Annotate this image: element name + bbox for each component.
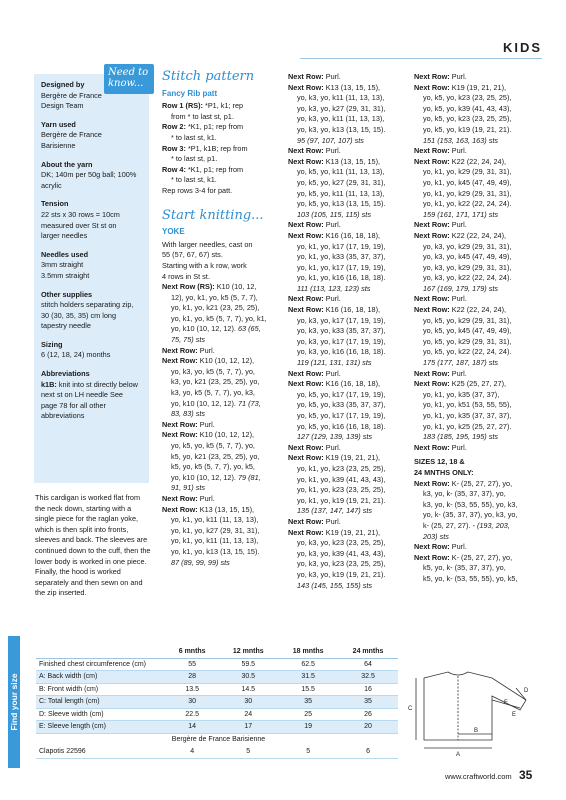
section-title: KIDS — [502, 40, 542, 55]
c2-l36-label: Next Row: — [288, 442, 324, 452]
nr1-f: 63 (65, — [237, 324, 261, 334]
c2-l43-label: Next Row: — [288, 516, 324, 526]
size-table-header — [36, 646, 398, 658]
c2-l1: Purl. — [323, 72, 341, 81]
c3-l28: 175 (177, 187, 187) sts — [423, 358, 499, 368]
row2-text-b: * to last st, k1. — [171, 132, 217, 142]
c2-l37-label: Next Row: — [288, 453, 324, 463]
c3-l2: K19 (19, 21, 21), — [449, 82, 507, 92]
c2-l2-label: Next Row: — [288, 82, 324, 92]
yoke-line-3: Starting with a k row, work — [162, 260, 247, 270]
row1-text: *P1, k1; rep — [202, 101, 244, 111]
c3-l33: yo, k1, yo, k35 (37, 37, 37), — [423, 411, 512, 420]
purl2-text: Purl. — [197, 419, 215, 429]
c2-l11: yo, k5, yo, k27 (29, 31, 31), — [297, 177, 386, 187]
designer-heading: Designed by — [41, 80, 85, 89]
purl1-text: Purl. — [197, 345, 215, 355]
find-your-size-tab — [8, 636, 20, 768]
c2-l7: 95 (97, 107, 107) sts — [297, 135, 364, 145]
c2-l37: K19 (19, 21, 21), — [323, 453, 381, 463]
c2-l22: Purl. — [323, 294, 341, 304]
garment-schematic — [400, 660, 535, 760]
nr3-b: yo, k5, yo, k5 (5, 7, 7), yo, — [171, 441, 255, 450]
c3-l20: yo, k3, yo, k22 (22, 24, 24). — [423, 273, 512, 283]
cell: 22.5 — [166, 708, 218, 721]
c3-l46: k5, yo, k- (53, 55, 55), yo, k5, — [423, 573, 518, 583]
c3-l35: 183 (185, 195, 195) sts — [423, 432, 499, 442]
c2-l27: yo, k3, yo, k16 (16, 18, 18). — [297, 347, 386, 357]
fancy-rib-heading: Fancy Rib patt — [162, 88, 218, 98]
nr3-d: k5, yo, k5 (5, 7, 7), yo, k5, — [171, 462, 255, 472]
c3-l13: yo, k1, yo, k22 (22, 24, 24). — [423, 199, 512, 209]
nr2-b: yo, k3, yo, k5 (5, 7, 7), yo, — [171, 366, 255, 376]
c2-l43: Purl. — [323, 516, 341, 526]
table-row — [36, 658, 398, 671]
size-header-24m: 24 mnths — [338, 646, 398, 658]
nr2-d: k3, yo, k5 (5, 7, 7), yo, k3, — [171, 388, 255, 398]
cell: 4 — [166, 746, 218, 759]
nr2-f: 71 (73, — [237, 398, 261, 408]
c2-l40: yo, k1, yo, k23 (23, 25, 25), — [297, 485, 386, 495]
c3-l8-label: Next Row: — [414, 146, 450, 156]
cell: 6 — [338, 746, 398, 759]
column-yoke-continued — [288, 72, 410, 591]
c3-l43: Purl. — [449, 542, 467, 552]
abbr-term: k1B: — [41, 379, 57, 389]
table-row — [36, 683, 398, 696]
cell: 19 — [278, 721, 338, 734]
c3-l44: K- (25, 27, 27), yo, — [449, 552, 513, 562]
row-label: A: Back width (cm) — [36, 671, 166, 684]
nr1-d: yo, k1, yo, k5 (5, 7, 7), yo, k1, — [171, 313, 267, 323]
cell: 35 — [278, 696, 338, 709]
c3-l15: Purl. — [449, 220, 467, 230]
c3-l24: yo, k5, yo, k29 (29, 31, 31), — [423, 315, 512, 325]
label-b: B — [474, 728, 479, 734]
row1-text-b: from * to last st, p1. — [171, 111, 234, 121]
c3-l4: yo, k5, yo, k39 (41, 43, 43), — [423, 103, 512, 113]
c2-l36: Purl. — [323, 442, 341, 452]
c2-l41: yo, k1, yo, k19 (19, 21, 21). — [297, 495, 386, 505]
cell: 30 — [218, 696, 278, 709]
nr1-e: yo, k10 (10, 12, 12). — [171, 324, 238, 334]
c2-l9-label: Next Row: — [288, 156, 324, 166]
row3-text-b: * to last st, p1. — [171, 154, 218, 164]
find-your-size-label: Find your size — [9, 673, 19, 731]
c3-l12: yo, k1, yo, k29 (29, 31, 31), — [423, 188, 512, 198]
c3-l11: yo, k1, yo, k45 (47, 49, 49), — [423, 177, 512, 187]
c3-l9-label: Next Row: — [414, 156, 450, 166]
row3-label: Row 3: — [162, 143, 186, 153]
c3-l16: K22 (22, 24, 24), — [449, 230, 507, 240]
sizing-value: 6 (12, 18, 24) months — [41, 350, 111, 360]
nr4-f: 87 (89, 99, 99) sts — [171, 557, 230, 567]
c3-l1: Purl. — [449, 72, 467, 81]
nr4-e: yo, k1, yo, k13 (13, 15, 15). — [171, 546, 260, 556]
cell: 14 — [166, 721, 218, 734]
need-to-know-tab: Need to know... — [104, 64, 154, 94]
yoke-line-2: 55 (57, 67, 67) sts. — [162, 250, 223, 260]
cell: 64 — [338, 658, 398, 671]
yoke-heading: YOKE — [162, 227, 185, 237]
c3-l37-label: Next Row: — [414, 478, 450, 488]
c3-l16-label: Next Row: — [414, 230, 450, 240]
cell: 30.5 — [218, 671, 278, 684]
label-f: F — [504, 700, 508, 706]
nr4-a: K13 (13, 15, 15), — [197, 504, 255, 514]
c3-l3: yo, k5, yo, k23 (23, 25, 25), — [423, 93, 512, 103]
row2-text: *K1, p1; rep from — [185, 122, 244, 132]
nr4-d: yo, k1, yo, k11 (11, 13, 13), — [171, 536, 259, 546]
label-a: A — [456, 752, 461, 758]
cell: 30 — [166, 696, 218, 709]
nr1-g: 75, 75) sts — [171, 335, 206, 345]
c2-l15: Purl. — [323, 220, 341, 230]
c2-l45: yo, k3, yo, k23 (23, 25, 25), — [297, 538, 386, 548]
c2-l32: yo, k5, yo, k33 (35, 37, 37), — [297, 400, 386, 410]
c2-l8: Purl. — [323, 146, 341, 156]
c2-l20: yo, k1, yo, k16 (16, 18, 18). — [297, 273, 386, 283]
page-number: 35 — [519, 768, 533, 782]
c3-l22: Purl. — [449, 294, 467, 304]
cell: 14.5 — [218, 683, 278, 696]
sizes-heading-2: 24 MNTHS ONLY: — [414, 467, 474, 477]
repeat-note: Rep rows 3-4 for patt. — [162, 185, 233, 195]
need-to-know-sidebar — [34, 74, 149, 483]
cell: 13.5 — [166, 683, 218, 696]
c3-l26: yo, k5, yo, k29 (29, 31, 31), — [423, 336, 512, 346]
nr3-e: yo, k10 (10, 12, 12). — [171, 472, 238, 482]
c2-l10: yo, k5, yo, k11 (11, 13, 13), — [297, 167, 385, 177]
purl2-label: Next Row: — [162, 419, 198, 429]
row-label: D: Sleeve width (cm) — [36, 708, 166, 721]
c2-l14: 103 (105, 115, 115) sts — [297, 209, 371, 219]
c3-l42: 203) sts — [423, 531, 449, 541]
cell: 17 — [218, 721, 278, 734]
row1-label: Row 1 (RS): — [162, 101, 203, 111]
c3-l36-label: Next Row: — [414, 442, 450, 452]
purl1-label: Next Row: — [162, 345, 198, 355]
c2-l4: yo, k3, yo, k27 (29, 31, 31), — [297, 103, 386, 113]
c3-l9: K22 (22, 24, 24), — [449, 156, 507, 166]
c2-l22-label: Next Row: — [288, 294, 324, 304]
c3-l8: Purl. — [449, 146, 467, 156]
cell: 24 — [218, 708, 278, 721]
column-yoke-end — [414, 72, 544, 585]
yoke-line-4: 4 rows in St st. — [162, 271, 210, 281]
c2-l18: yo, k1, yo, k33 (35, 37, 37), — [297, 252, 386, 262]
cell: 32.5 — [338, 671, 398, 684]
c2-l30-label: Next Row: — [288, 379, 324, 389]
nr3-g: 91, 91) sts — [171, 483, 206, 493]
c3-l23: K22 (22, 24, 24), — [449, 305, 507, 315]
nr2-e: yo, k10 (10, 12, 12). — [171, 398, 238, 408]
nr3-c: k5, yo, k21 (23, 25, 25), yo, — [171, 451, 260, 461]
nr4-c: yo, k1, yo, k27 (29, 31, 31), — [171, 525, 260, 535]
c2-l24: yo, k3, yo, k17 (17, 19, 19), — [297, 315, 386, 325]
start-knitting-heading: Start knitting... — [162, 207, 264, 223]
nr4-label: Next Row: — [162, 504, 198, 514]
c3-l30-label: Next Row: — [414, 379, 450, 389]
cell: 28 — [166, 671, 218, 684]
c2-l29-label: Next Row: — [288, 368, 324, 378]
row-label: B: Front width (cm) — [36, 683, 166, 696]
c2-l25: yo, k3, yo, k33 (35, 37, 37), — [297, 326, 386, 336]
stitch-pattern-heading: Stitch pattern — [162, 69, 255, 84]
abbreviations-heading: Abbreviations — [41, 369, 90, 379]
purl3-text: Purl. — [197, 493, 215, 503]
tension-value: 22 sts x 30 rows = 10cm measured over St st on larger needles — [41, 209, 120, 241]
c3-l29: Purl. — [449, 368, 467, 378]
c3-l19: yo, k3, yo, k29 (29, 31, 31), — [423, 262, 512, 272]
c3-l32: yo, k1, yo, k51 (53, 55, 55), — [423, 400, 512, 410]
cell: 5 — [278, 746, 338, 759]
nr2-c: k3, yo, k21 (23, 25, 25), yo, — [171, 377, 260, 387]
tension-heading: Tension — [41, 199, 69, 209]
nr2-label: Next Row: — [162, 356, 198, 366]
c2-l26: yo, k3, yo, k17 (17, 19, 19), — [297, 336, 386, 346]
c3-l34: yo, k1, yo, k25 (25, 27, 27). — [423, 421, 512, 431]
c3-l36: Purl. — [449, 442, 467, 452]
footer-url: www.craftworld.com — [445, 772, 512, 781]
table-row — [36, 696, 398, 709]
table-row — [36, 746, 398, 759]
abbr-definition: knit into st directly below next st on LH needle See page 78 for all other abbreviations — [41, 379, 138, 421]
c3-l25: yo, k5, yo, k45 (47, 49, 49), — [423, 326, 512, 336]
c2-l23-label: Next Row: — [288, 305, 324, 315]
about-yarn-heading: About the yarn — [41, 159, 93, 169]
c3-l44-label: Next Row: — [414, 552, 450, 562]
cell: 25 — [278, 708, 338, 721]
c3-l15-label: Next Row: — [414, 220, 450, 230]
c2-l21: 111 (113, 123, 123) sts — [297, 283, 371, 293]
c2-l48: yo, k3, yo, k19 (19, 21, 21). — [297, 569, 386, 579]
c3-l2-label: Next Row: — [414, 82, 450, 92]
nr2-g: 83, 83) sts — [171, 409, 206, 419]
yarn-heading: Yarn used — [41, 119, 76, 129]
c2-l34: yo, k5, yo, k16 (16, 18, 18). — [297, 421, 386, 431]
c2-l8-label: Next Row: — [288, 146, 324, 156]
cell: 26 — [338, 708, 398, 721]
c2-l5: yo, k3, yo, k11 (11, 13, 13), — [297, 114, 385, 124]
c3-l18: yo, k3, yo, k45 (47, 49, 49), — [423, 252, 512, 262]
row4-text: *K1, p1; rep from — [185, 164, 244, 174]
c3-l38: k3, yo, k- (35, 37, 37), yo, — [423, 489, 506, 499]
c3-l14: 159 (161, 171, 171) sts — [423, 209, 499, 219]
nr4-b: yo, k1, yo, k11 (11, 13, 13), — [171, 515, 259, 525]
c2-l38: yo, k1, yo, k23 (23, 25, 25), — [297, 463, 386, 473]
c2-l1-label: Next Row: — [288, 72, 324, 81]
row-label: E: Sleeve length (cm) — [36, 721, 166, 734]
c3-l37: K- (25, 27, 27), yo, — [449, 478, 513, 488]
size-header-blank — [36, 646, 166, 658]
yoke-line-1: With larger needles, cast on — [162, 239, 253, 249]
cell: 16 — [338, 683, 398, 696]
c3-l1-label: Next Row: — [414, 72, 450, 81]
c3-l22-label: Next Row: — [414, 294, 450, 304]
c2-l19: yo, k1, yo, k17 (17, 19, 19), — [297, 262, 386, 272]
row4-label: Row 4: — [162, 164, 186, 174]
c2-l15-label: Next Row: — [288, 220, 324, 230]
c2-l49: 143 (145, 155, 155) sts — [297, 580, 373, 590]
needles-heading: Needles used — [41, 249, 89, 259]
row3-text: *P1, k1B; rep from — [185, 143, 248, 153]
c3-l30: K25 (25, 27, 27), — [449, 379, 507, 389]
sizes-heading-1: SIZES 12, 18 & — [414, 457, 465, 467]
c3-l41: k- (25, 27, 27). — [423, 520, 473, 530]
needles-value-1: 3mm straight — [41, 260, 84, 270]
supplies-heading: Other supplies — [41, 289, 93, 299]
c2-l2: K13 (13, 15, 15), — [323, 82, 381, 92]
c2-l35: 127 (129, 139, 139) sts — [297, 432, 373, 442]
cell: 35 — [338, 696, 398, 709]
row-label: C: Total length (cm) — [36, 696, 166, 709]
nr2-a: K10 (10, 12, 12), — [197, 356, 255, 366]
table-row — [36, 721, 398, 734]
c2-l44: K19 (19, 21, 21), — [323, 527, 381, 537]
nr1-c: yo, k1, yo, k21 (23, 25, 25), — [171, 303, 260, 313]
row-label: Clapotis 22596 — [36, 746, 166, 759]
c2-l30: K16 (16, 18, 18), — [323, 379, 381, 389]
c2-l42: 135 (137, 147, 147) sts — [297, 506, 373, 516]
label-c: C — [408, 706, 413, 712]
c3-l27: yo, k5, yo, k22 (22, 24, 24). — [423, 347, 512, 357]
size-header-6m: 6 mnths — [166, 646, 218, 658]
designer-value: Bergère de France Design Team — [41, 90, 102, 111]
c2-l12: yo, k5, yo, k11 (11, 13, 13), — [297, 188, 385, 198]
c3-l39: k3, yo, k- (53, 55, 55), yo, k3, — [423, 499, 518, 509]
table-row — [36, 671, 398, 684]
c3-l5: yo, k5, yo, k23 (23, 25, 25), — [423, 114, 512, 124]
c3-l6: yo, k5, yo, k19 (19, 21, 21). — [423, 124, 512, 134]
c2-l44-label: Next Row: — [288, 527, 324, 537]
c2-l39: yo, k1, yo, k39 (41, 43, 43), — [297, 474, 386, 484]
cell: 59.5 — [218, 658, 278, 671]
c2-l28: 119 (121, 131, 131) sts — [297, 358, 372, 368]
c3-l21: 167 (169, 179, 179) sts — [423, 283, 499, 293]
about-yarn-value: DK; 140m per 50g ball; 100% acrylic — [41, 170, 137, 190]
intro-paragraph: This cardigan is worked flat from the neck down, starting with a single piece for the raglan yoke, which is then split into fronts, sleeves and back. The sleeves are continued down to the cuff, then the lower body is worked in one piece. Finally, the hood is worked separately and then sewn on and the zip inserted. — [35, 493, 151, 598]
c2-l31: yo, k5, yo, k17 (17, 19, 19), — [297, 389, 386, 399]
size-header-12m: 12 mnths — [218, 646, 278, 658]
label-e: E — [512, 712, 517, 718]
cell: 62.5 — [278, 658, 338, 671]
nr3-f: 79 (81, — [237, 472, 261, 482]
yarn-row — [36, 733, 398, 746]
c2-l16: K16 (16, 18, 18), — [323, 230, 381, 240]
cell: 5 — [218, 746, 278, 759]
c2-l23: K16 (16, 18, 18), — [323, 305, 381, 315]
c2-l46: yo, k3, yo, k39 (41, 43, 43), — [297, 548, 386, 558]
c3-l40: yo, k- (35, 37, 37), yo, k3, yo, — [423, 510, 518, 520]
c2-l29: Purl. — [323, 368, 341, 378]
c3-l23-label: Next Row: — [414, 305, 450, 315]
size-header-18m: 18 mnths — [278, 646, 338, 658]
row2-label: Row 2: — [162, 122, 186, 132]
nr1-a: K10 (10, 12, — [214, 282, 257, 292]
c3-l29-label: Next Row: — [414, 368, 450, 378]
c3-l43-label: Next Row: — [414, 542, 450, 552]
nr1-label: Next Row (RS): — [162, 282, 215, 292]
c3-l7: 151 (153, 163, 163) sts — [423, 135, 499, 145]
column-stitch-pattern — [162, 69, 280, 568]
needles-value-2: 3.5mm straight — [41, 270, 90, 280]
label-d: D — [524, 688, 529, 694]
c2-l6: yo, k3, yo, k13 (13, 15, 15). — [297, 124, 386, 134]
nr3-a: K10 (10, 12, 12), — [197, 430, 255, 440]
yarn-row-label: Bergère de France Barisienne — [171, 736, 266, 743]
section-divider — [300, 58, 542, 59]
c2-l13: yo, k5, yo, k13 (13, 15, 15). — [297, 199, 386, 209]
cell: 31.5 — [278, 671, 338, 684]
cell: 55 — [166, 658, 218, 671]
nr1-b: 12), yo, k1, yo, k5 (5, 7, 7), — [171, 292, 258, 302]
c3-l17: yo, k3, yo, k29 (29, 31, 31), — [423, 241, 512, 251]
c2-l33: yo, k5, yo, k17 (17, 19, 19), — [297, 411, 386, 420]
c2-l17: yo, k1, yo, k17 (17, 19, 19), — [297, 241, 386, 251]
sizing-heading: Sizing — [41, 339, 63, 349]
row-label: Finished chest circumference (cm) — [36, 658, 166, 671]
c3-l45: k5, yo, k- (35, 37, 37), yo, — [423, 563, 506, 573]
c2-l9: K13 (13, 15, 15), — [323, 156, 381, 166]
size-table — [36, 646, 398, 759]
c2-l47: yo, k3, yo, k23 (23, 25, 25), — [297, 559, 386, 569]
nr3-label: Next Row: — [162, 430, 198, 440]
c3-l31: yo, k1, yo, k35 (37, 37), — [423, 389, 500, 399]
purl3-label: Next Row: — [162, 493, 198, 503]
c3-l10: yo, k1, yo, k29 (29, 31, 31), — [423, 167, 512, 177]
yarn-value: Bergère de France Barisienne — [41, 130, 102, 150]
table-row — [36, 708, 398, 721]
c2-l16-label: Next Row: — [288, 230, 324, 240]
row4-text-b: * to last st, k1. — [171, 175, 217, 185]
cell: 20 — [338, 721, 398, 734]
c2-l3: yo, k3, yo, k11 (11, 13, 13), — [297, 93, 385, 103]
c3-l41-italic: - (193, 203, — [472, 520, 510, 530]
cell: 15.5 — [278, 683, 338, 696]
supplies-value: stitch holders separating zip, 30 (30, 35, 35) cm long tapestry needle — [41, 300, 134, 331]
